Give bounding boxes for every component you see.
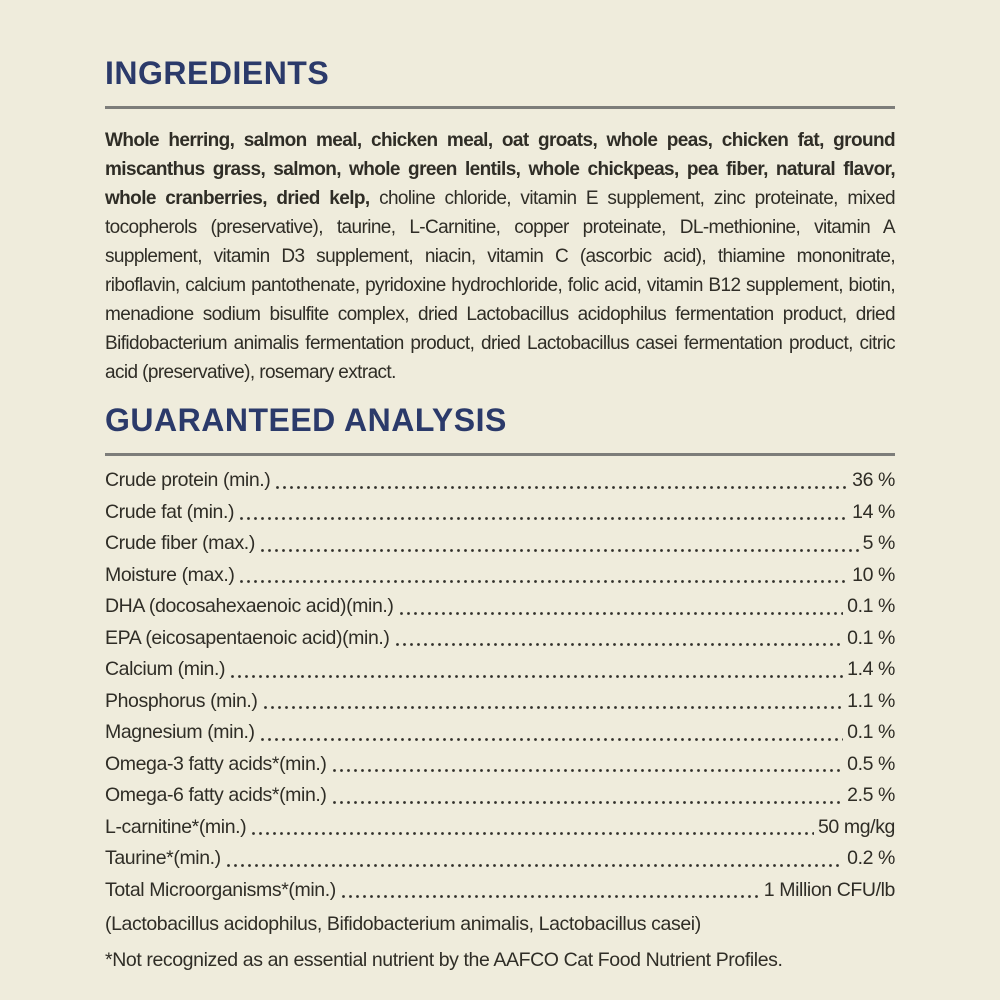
analysis-value: 10 % bbox=[852, 563, 895, 586]
analysis-value: 0.1 % bbox=[847, 721, 895, 743]
analysis-value: 1 Million CFU/lb bbox=[763, 878, 895, 901]
dot-leader bbox=[340, 875, 760, 907]
dot-leader bbox=[238, 560, 848, 592]
dot-leader bbox=[229, 654, 843, 686]
dot-leader bbox=[274, 465, 848, 497]
ingredients-paragraph bbox=[105, 126, 895, 387]
analysis-row bbox=[105, 591, 895, 623]
dot-leader bbox=[398, 591, 844, 623]
analysis-value: 0.1 % bbox=[847, 626, 895, 649]
analysis-row bbox=[105, 875, 895, 907]
aafco-footnote: *Not recognized as an essential nutrient by the AAFCO Cat Food Nutrient Profiles. bbox=[105, 949, 783, 971]
analysis-label: L-carnitine*(min.) bbox=[105, 815, 247, 838]
analysis-row bbox=[105, 717, 895, 749]
ingredients-primary-list: Whole herring, salmon meal, chicken meal, oat groats, whole peas, chicken fat, ground miscanthus grass, salmon, whole green lentils, whole chickpeas, pea fiber, natural flavor, whole cranberries, dried kelp, bbox=[105, 130, 895, 209]
analysis-value: 36 % bbox=[852, 469, 895, 491]
analysis-value: 2.5 % bbox=[847, 784, 895, 806]
analysis-row bbox=[105, 686, 895, 718]
analysis-label: Crude fat (min.) bbox=[105, 500, 235, 523]
analysis-value: 0.1 % bbox=[847, 595, 895, 617]
analysis-label: Crude fiber (max.) bbox=[105, 532, 255, 554]
analysis-value: 0.2 % bbox=[847, 847, 895, 869]
dot-leader bbox=[262, 686, 844, 718]
analysis-row bbox=[105, 812, 895, 844]
analysis-row bbox=[105, 528, 895, 560]
analysis-value: 1.4 % bbox=[847, 658, 895, 680]
analysis-label: Crude protein (min.) bbox=[105, 469, 271, 491]
analysis-label: Magnesium (min.) bbox=[105, 721, 255, 743]
analysis-label: Omega-3 fatty acids*(min.) bbox=[105, 752, 327, 775]
analysis-row bbox=[105, 843, 895, 875]
dot-leader bbox=[331, 780, 844, 812]
analysis-value: 1.1 % bbox=[847, 689, 895, 712]
analysis-value: 50 mg/kg bbox=[817, 815, 895, 838]
dot-leader bbox=[225, 843, 843, 875]
analysis-value: 14 % bbox=[852, 500, 895, 523]
ingredients-heading: INGREDIENTS bbox=[105, 55, 330, 91]
analysis-value: 0.5 % bbox=[847, 752, 895, 775]
dot-leader bbox=[259, 528, 859, 560]
analysis-row bbox=[105, 654, 895, 686]
guaranteed-analysis-divider bbox=[105, 453, 895, 456]
analysis-label: Omega-6 fatty acids*(min.) bbox=[105, 784, 327, 806]
guaranteed-analysis-table bbox=[105, 465, 895, 906]
analysis-label: EPA (eicosapentaenoic acid)(min.) bbox=[105, 626, 390, 649]
analysis-row bbox=[105, 780, 895, 812]
analysis-label: DHA (docosahexaenoic acid)(min.) bbox=[105, 595, 394, 617]
dot-leader bbox=[238, 497, 848, 529]
dot-leader bbox=[331, 749, 844, 781]
guaranteed-analysis-heading: GUARANTEED ANALYSIS bbox=[105, 402, 507, 438]
analysis-label: Moisture (max.) bbox=[105, 563, 235, 586]
dot-leader bbox=[394, 623, 844, 655]
ingredients-secondary-list: choline chloride, vitamin E supplement, zinc proteinate, mixed tocopherols (preservative), taurine, L-Carnitine, copper proteinate, DL-methionine, vitamin A supplement, vitamin D3 supplement, niacin, vitamin C (ascorbic acid), thiamine mononitrate, riboflavin, calcium pantothenate, pyridoxine hydrochloride, folic acid, vitamin B12 supplement, biotin, menadione sodium bisulfite complex, dried Lactobacillus acidophilus fermentation product, dried Bifidobacterium animalis fermentation product, dried Lactobacillus casei fermentation product, citric acid (preservative), rosemary extract. bbox=[105, 188, 895, 383]
analysis-label: Phosphorus (min.) bbox=[105, 689, 258, 712]
analysis-row bbox=[105, 560, 895, 592]
microorganisms-note: (Lactobacillus acidophilus, Bifidobacterium animalis, Lactobacillus casei) bbox=[105, 913, 701, 935]
analysis-label: Total Microorganisms*(min.) bbox=[105, 878, 336, 901]
analysis-row bbox=[105, 623, 895, 655]
dot-leader bbox=[250, 812, 814, 844]
analysis-row bbox=[105, 749, 895, 781]
ingredients-divider bbox=[105, 106, 895, 109]
analysis-label: Calcium (min.) bbox=[105, 658, 226, 680]
dot-leader bbox=[259, 717, 843, 749]
analysis-label: Taurine*(min.) bbox=[105, 847, 221, 869]
analysis-row bbox=[105, 465, 895, 497]
analysis-row bbox=[105, 497, 895, 529]
analysis-value: 5 % bbox=[862, 532, 895, 554]
